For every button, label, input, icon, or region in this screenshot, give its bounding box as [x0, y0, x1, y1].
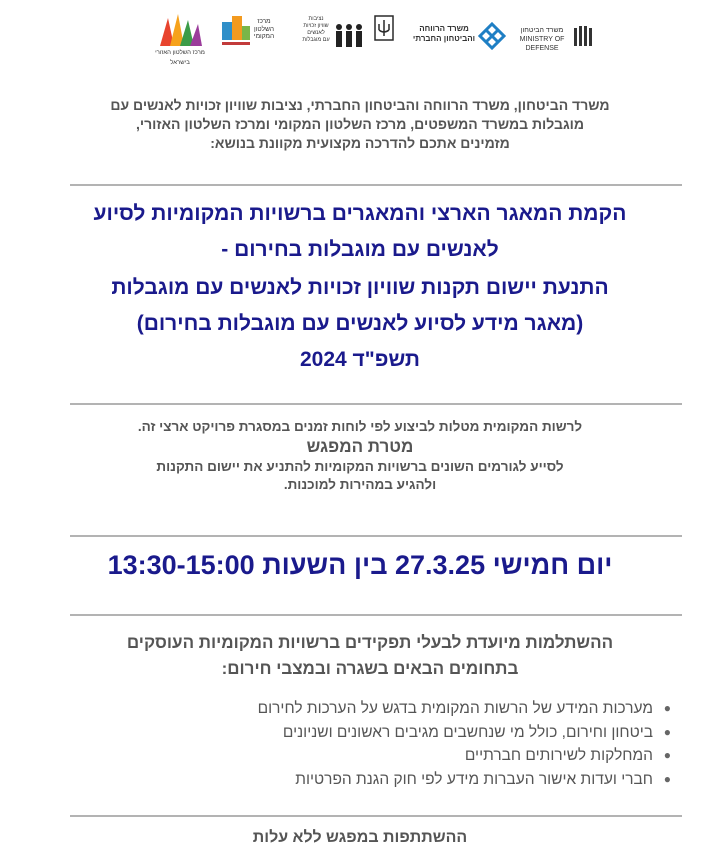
intro-line-2: מוגבלות במשרד המשפטים, מרכז השלטון המקומי ומרכז השלטון האזורי,	[135, 116, 585, 132]
title-line-2: לאנשים עם מוגבלות בחירום -	[221, 238, 499, 261]
intro-line-1: משרד הביטחון, משרד הרווחה והביטחון החברתי, נציבות שוויון זכויות לאנשים עם	[110, 97, 610, 113]
event-date: יום חמישי 27.3.25 בין השעות 13:30-15:00	[107, 550, 613, 580]
divider-5	[70, 815, 682, 817]
divider-1	[70, 184, 682, 186]
goal-section	[60, 418, 660, 494]
event-title	[40, 196, 680, 378]
divider-4	[70, 614, 682, 616]
menorah-emblem-icon	[372, 12, 396, 46]
list-item: ● מערכות המידע של הרשות המקומית בדגש על הערכות לחירום	[117, 697, 677, 721]
bullet-icon: ●	[663, 771, 671, 786]
local-gov-center-caption: מרכז השלטון המקומי	[253, 18, 275, 40]
welfare-knot-icon	[478, 22, 506, 50]
local-gov-center-logo	[218, 12, 276, 60]
defense-emblem-icon	[572, 24, 594, 48]
intro-line-3: מזמינים אתכם להדרכה מקצועית מקוונת בנושא:	[210, 135, 510, 151]
justice-ministry-logo	[372, 12, 396, 60]
bullet-icon: ●	[663, 724, 671, 739]
list-item: ● חברי ועדות אישור העברות מידע לפי חוק הגנת הפרטיות	[117, 768, 677, 792]
divider-2	[70, 403, 682, 405]
audience-section	[60, 630, 680, 682]
list-item: ● ביטחון וחירום, כולל מי שנחשבים מגיבים ראשונים ושניונים	[117, 721, 677, 745]
project-note: לרשות המקומית מטלות לביצוע לפי לוחות זמנים במסגרת פרויקט ארצי זה.	[137, 419, 583, 434]
participation-cost-note: ההשתתפות במפגש ללא עלות	[252, 829, 468, 846]
divider-3	[70, 535, 682, 537]
welfare-caption: משרד הרווחה והביטחון החברתי	[412, 24, 476, 43]
bullet-icon: ●	[663, 748, 671, 762]
regional-council-emblem	[150, 12, 210, 48]
goal-line-2: ולהגיע במהירות למוכנות.	[283, 477, 437, 492]
title-line-3: התנעת יישום תקנות שוויון זכויות לאנשים עם מוגבלות	[111, 276, 609, 299]
audience-list	[117, 697, 677, 791]
bullet-icon: ●	[663, 701, 671, 715]
regional-council-logo	[150, 12, 210, 66]
list-item: ● המחלקות לשירותים חברתיים	[117, 744, 677, 768]
welfare-ministry-logo	[412, 12, 508, 60]
commission-caption: נציבות שוויון זכויות לאנשים עם מוגבלות	[302, 16, 330, 43]
audience-line-2: בתחומים הבאים בשגרה ובמצבי חירום:	[221, 659, 519, 678]
regional-council-caption: מרכז השלטון האזורי בישראל	[155, 50, 205, 66]
title-year: תשפ"ד 2024	[300, 348, 420, 371]
audience-line-1: ההשתלמות מיועדת לבעלי תפקידים ברשויות המקומיות העוסקים	[126, 633, 614, 652]
goal-heading: מטרת המפגש	[306, 437, 414, 456]
commission-figures-icon	[334, 22, 364, 50]
title-line-4: (מאגר מידע לסיוע לאנשים עם מוגבלות בחירום)	[136, 312, 584, 335]
defense-ministry-logo	[514, 12, 594, 60]
equal-rights-commission-logo	[300, 12, 360, 60]
title-line-1: הקמת המאגר הארצי והמאגרים ברשויות המקומיות לסיוע	[93, 202, 627, 225]
defense-caption: משרד הביטחון MINISTRY OF DEFENSE	[519, 27, 565, 52]
goal-line-1: לסייע לגורמים השונים ברשויות המקומיות להתניע את יישום התקנות	[156, 459, 564, 474]
logo-strip	[150, 12, 590, 66]
intro-text	[60, 96, 660, 153]
